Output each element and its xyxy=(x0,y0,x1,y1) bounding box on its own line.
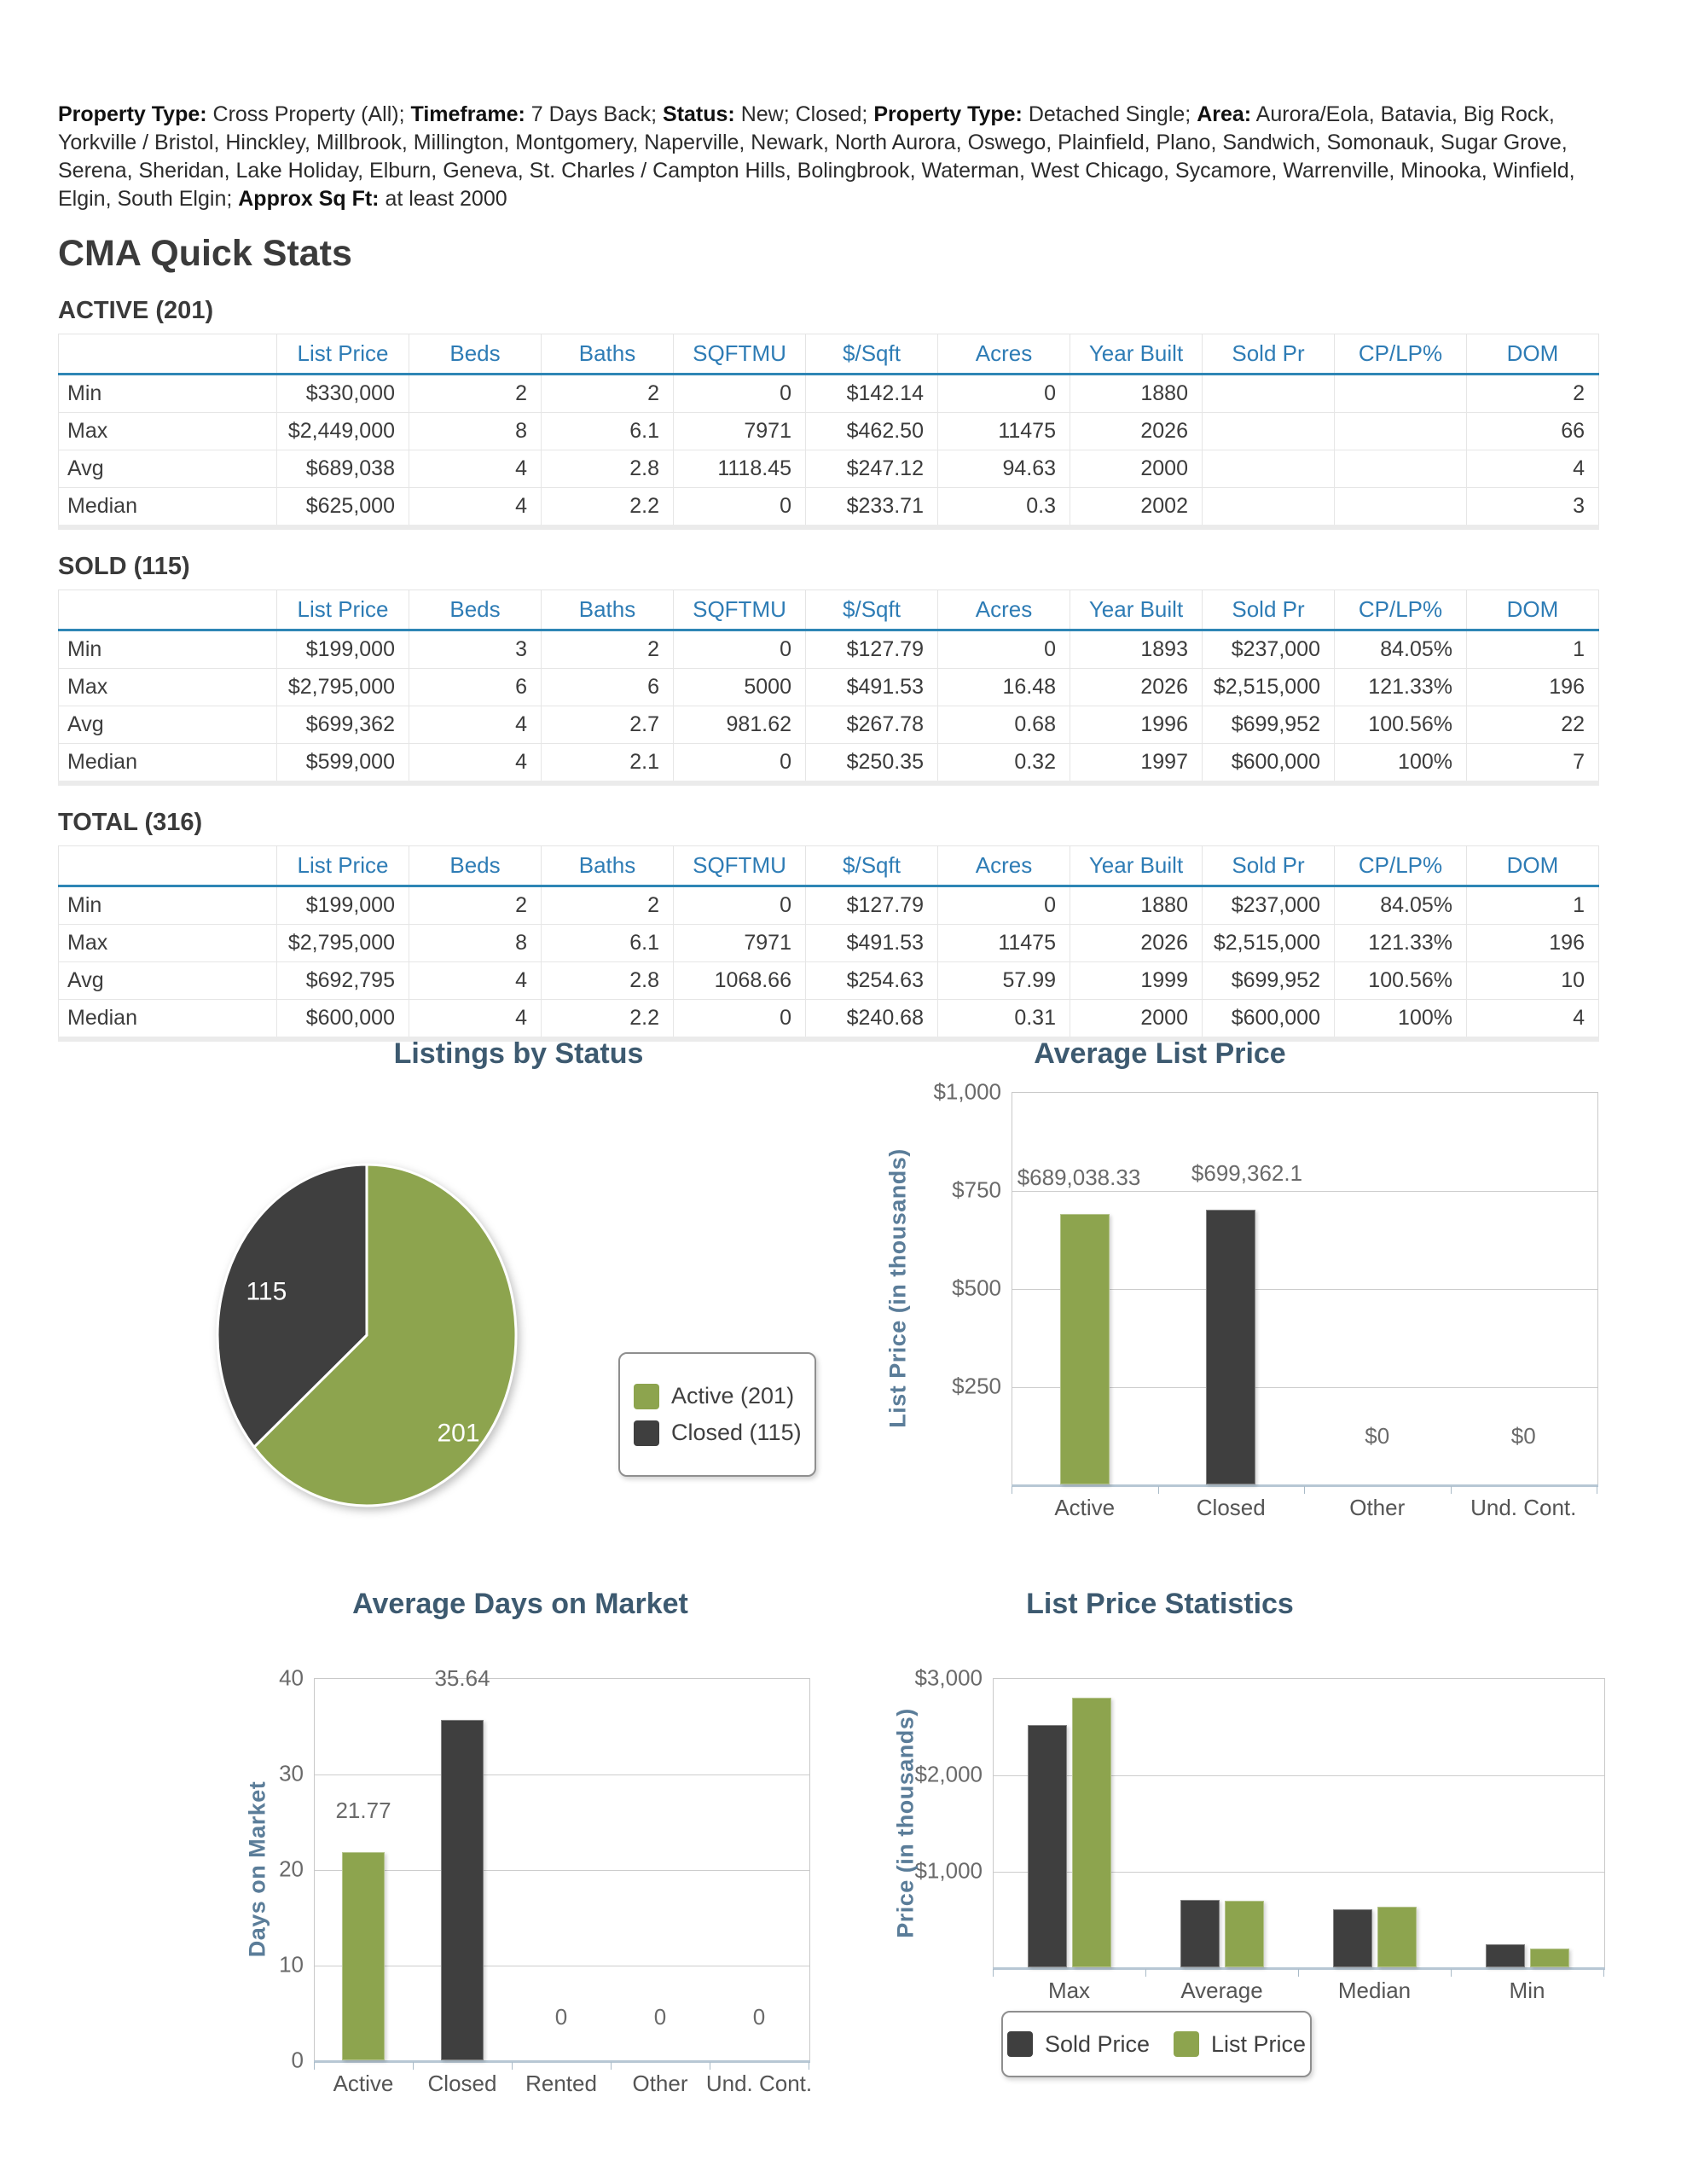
table-header-cell: Baths xyxy=(542,334,674,375)
y-tick-label: 20 xyxy=(279,1856,304,1882)
pie xyxy=(111,1024,853,1574)
table-cell xyxy=(1335,413,1467,450)
table-cell: $199,000 xyxy=(277,886,409,925)
bar xyxy=(1225,1901,1264,1967)
table-cell: 2 xyxy=(1467,375,1599,413)
x-axis-line xyxy=(314,2060,810,2063)
x-axis-tick xyxy=(1451,1486,1452,1494)
section-heading: TOTAL (316) xyxy=(58,809,203,836)
y-tick-label: 0 xyxy=(291,2047,304,2073)
grid-line xyxy=(1012,1191,1597,1192)
x-axis-tick xyxy=(1145,1969,1146,1977)
x-category-label: Other xyxy=(1349,1495,1406,1520)
table-cell: 2026 xyxy=(1070,925,1203,962)
table-cell: $247.12 xyxy=(806,450,938,488)
row-label-cell: Median xyxy=(59,744,277,784)
table-cell: 4 xyxy=(409,450,542,488)
table-header-cell: Acres xyxy=(938,334,1070,375)
table-cell: 6.1 xyxy=(542,413,674,450)
table-cell: 2000 xyxy=(1070,1000,1203,1040)
bar xyxy=(1530,1949,1569,1967)
table-cell: $2,795,000 xyxy=(277,925,409,962)
table-cell xyxy=(1203,450,1335,488)
table-row xyxy=(59,413,1599,450)
table-cell: 66 xyxy=(1467,413,1599,450)
criteria-key-0: Property Type: xyxy=(58,102,207,126)
table-cell: 7971 xyxy=(674,925,806,962)
table-cell: $2,515,000 xyxy=(1203,925,1335,962)
table-cell: 1997 xyxy=(1070,744,1203,784)
table-cell: 3 xyxy=(409,630,542,669)
table-cell: 2000 xyxy=(1070,450,1203,488)
legend-item xyxy=(634,1420,802,1446)
table-row xyxy=(59,669,1599,706)
x-category-label: Active xyxy=(1054,1495,1116,1520)
corner-cell xyxy=(59,334,277,375)
table-cell: 196 xyxy=(1467,925,1599,962)
table-header-cell: Baths xyxy=(542,590,674,630)
table-header-cell: Acres xyxy=(938,846,1070,886)
table-cell: 1880 xyxy=(1070,375,1203,413)
table-cell: 57.99 xyxy=(938,962,1070,1000)
table-cell: 4 xyxy=(409,744,542,784)
table-header-cell: SQFTMU xyxy=(674,334,806,375)
table-cell: $689,038 xyxy=(277,450,409,488)
table-cell: 7971 xyxy=(674,413,806,450)
table-header-cell: Year Built xyxy=(1070,846,1203,886)
table-header-cell: Beds xyxy=(409,334,542,375)
table-header-cell: List Price xyxy=(277,334,409,375)
bar-value-label: $699,362.1 xyxy=(1191,1160,1303,1187)
y-tick-label: $500 xyxy=(952,1275,1001,1301)
table-header-cell: $/Sqft xyxy=(806,334,938,375)
x-category-label: Max xyxy=(1047,1978,1091,2003)
table-cell: 0.32 xyxy=(938,744,1070,784)
table-cell: 7 xyxy=(1467,744,1599,784)
table-cell: 2026 xyxy=(1070,413,1203,450)
table-cell: 10 xyxy=(1467,962,1599,1000)
table-cell: 1 xyxy=(1467,630,1599,669)
table-cell: 121.33% xyxy=(1335,669,1467,706)
x-category-label: Other xyxy=(632,2071,688,2096)
table-cell: 2 xyxy=(542,886,674,925)
x-axis-tick xyxy=(1298,1969,1299,1977)
x-axis-line xyxy=(1012,1484,1598,1487)
report-body xyxy=(58,101,1599,1042)
table-header-cell: CP/LP% xyxy=(1335,334,1467,375)
table-cell: $600,000 xyxy=(277,1000,409,1040)
table-header-cell: Acres xyxy=(938,590,1070,630)
table-cell: $233.71 xyxy=(806,488,938,528)
y-axis-label: Price (in thousands) xyxy=(892,1707,919,1938)
table-cell: 0 xyxy=(938,886,1070,925)
y-tick-label: $250 xyxy=(952,1373,1001,1399)
table-cell: 22 xyxy=(1467,706,1599,744)
bar-value-label: $0 xyxy=(1510,1423,1536,1449)
x-category-label: Median xyxy=(1337,1978,1412,2003)
table-row xyxy=(59,706,1599,744)
table-cell: 2.8 xyxy=(542,962,674,1000)
table-cell xyxy=(1203,375,1335,413)
table-cell xyxy=(1335,375,1467,413)
table-header-cell: List Price xyxy=(277,590,409,630)
bar-value-label: 0 xyxy=(653,2004,667,2030)
table-cell: 0.31 xyxy=(938,1000,1070,1040)
table-cell: 8 xyxy=(409,925,542,962)
table-header-cell: DOM xyxy=(1467,590,1599,630)
table-header-cell: Sold Pr xyxy=(1203,846,1335,886)
table-head xyxy=(59,334,1599,375)
table-cell: 1 xyxy=(1467,886,1599,925)
table-cell: 100% xyxy=(1335,1000,1467,1040)
bar xyxy=(342,1852,385,2060)
table-cell: $692,795 xyxy=(277,962,409,1000)
table-cell: $599,000 xyxy=(277,744,409,784)
table-cell: $2,449,000 xyxy=(277,413,409,450)
x-axis-tick xyxy=(512,2062,513,2070)
y-tick-label: $2,000 xyxy=(914,1761,983,1787)
table-cell: $142.14 xyxy=(806,375,938,413)
bar xyxy=(1206,1210,1255,1484)
table-cell: 1996 xyxy=(1070,706,1203,744)
table-cell: $600,000 xyxy=(1203,1000,1335,1040)
table-cell: 2.2 xyxy=(542,488,674,528)
table-cell: 4 xyxy=(409,962,542,1000)
x-axis-tick xyxy=(1158,1486,1159,1494)
table-cell: 6 xyxy=(409,669,542,706)
table-row xyxy=(59,375,1599,413)
table-body xyxy=(59,375,1599,528)
table-header-cell: $/Sqft xyxy=(806,590,938,630)
legend-swatch xyxy=(634,1384,659,1409)
table-cell: $625,000 xyxy=(277,488,409,528)
table-cell xyxy=(1203,413,1335,450)
pie-value-label: 115 xyxy=(246,1277,287,1306)
table-cell: 0 xyxy=(938,375,1070,413)
table-header-cell: CP/LP% xyxy=(1335,846,1467,886)
chart-title: Average Days on Market xyxy=(352,1588,688,1620)
table-header-cell: SQFTMU xyxy=(674,590,806,630)
row-label-cell: Median xyxy=(59,1000,277,1040)
table-cell: 3 xyxy=(1467,488,1599,528)
y-tick-label: 30 xyxy=(279,1760,304,1786)
table-cell: 11475 xyxy=(938,925,1070,962)
table-cell: $699,362 xyxy=(277,706,409,744)
table-cell: 2.7 xyxy=(542,706,674,744)
table-cell: 4 xyxy=(1467,450,1599,488)
bar xyxy=(1072,1698,1111,1967)
y-axis-label: List Price (in thousands) xyxy=(884,1148,911,1428)
table-cell: 1880 xyxy=(1070,886,1203,925)
table-row xyxy=(59,962,1599,1000)
legend xyxy=(1001,2011,1312,2077)
table-cell: 121.33% xyxy=(1335,925,1467,962)
table-cell: $267.78 xyxy=(806,706,938,744)
table-cell: $254.63 xyxy=(806,962,938,1000)
table-cell: $2,515,000 xyxy=(1203,669,1335,706)
bar xyxy=(1028,1725,1067,1967)
table-cell: 11475 xyxy=(938,413,1070,450)
table-cell xyxy=(1203,488,1335,528)
table-cell: 0 xyxy=(674,630,806,669)
y-tick-label: 40 xyxy=(279,1664,304,1691)
table-cell: 16.48 xyxy=(938,669,1070,706)
bar xyxy=(1180,1900,1220,1967)
grid-line xyxy=(315,1870,809,1871)
x-category-label: Active xyxy=(333,2071,394,2096)
table-body xyxy=(59,886,1599,1040)
chart-title: Average List Price xyxy=(1034,1037,1286,1070)
y-tick-label: $1,000 xyxy=(914,1857,983,1884)
bar-value-label: 0 xyxy=(554,2004,568,2030)
grid-line xyxy=(315,1774,809,1775)
table-cell: $250.35 xyxy=(806,744,938,784)
table-cell: 6 xyxy=(542,669,674,706)
x-axis-tick xyxy=(1304,1486,1305,1494)
table-cell: 4 xyxy=(409,706,542,744)
table-cell: 0 xyxy=(674,886,806,925)
chart-average-list-price xyxy=(870,1024,1680,1574)
table-header-row xyxy=(59,846,1599,886)
x-category-label: Closed xyxy=(1196,1495,1266,1520)
chart-list-price-statistics xyxy=(853,1574,1663,2171)
table-cell: $699,952 xyxy=(1203,962,1335,1000)
table-head xyxy=(59,846,1599,886)
table-cell: 5000 xyxy=(674,669,806,706)
bar-value-label: 35.64 xyxy=(434,1664,490,1691)
table-row xyxy=(59,630,1599,669)
y-tick-label: $3,000 xyxy=(914,1664,983,1691)
row-label-cell: Median xyxy=(59,488,277,528)
row-label-cell: Max xyxy=(59,413,277,450)
y-tick-label: $750 xyxy=(952,1176,1001,1203)
table-cell: $240.68 xyxy=(806,1000,938,1040)
table-cell: $199,000 xyxy=(277,630,409,669)
row-label-cell: Min xyxy=(59,886,277,925)
stats-table xyxy=(58,845,1599,1042)
criteria-key-2: Status: xyxy=(663,102,735,126)
table-cell: 0.68 xyxy=(938,706,1070,744)
chart-title: Listings by Status xyxy=(393,1037,644,1070)
section-heading: ACTIVE (201) xyxy=(58,297,214,324)
table-cell: 100.56% xyxy=(1335,962,1467,1000)
row-label-cell: Max xyxy=(59,669,277,706)
table-cell: 1068.66 xyxy=(674,962,806,1000)
table-cell: 2 xyxy=(409,375,542,413)
bar xyxy=(441,1720,484,2060)
table-cell: 196 xyxy=(1467,669,1599,706)
y-tick-label: $1,000 xyxy=(933,1078,1001,1105)
table-cell: 0 xyxy=(674,744,806,784)
x-category-label: Closed xyxy=(427,2071,497,2096)
stats-table xyxy=(58,334,1599,530)
table-body xyxy=(59,630,1599,784)
chart-average-days-on-market xyxy=(128,1574,870,2171)
legend-item xyxy=(1007,2031,1150,2058)
table-header-cell: DOM xyxy=(1467,846,1599,886)
legend xyxy=(618,1352,816,1477)
row-label-cell: Avg xyxy=(59,450,277,488)
table-cell: $127.79 xyxy=(806,886,938,925)
criteria-key-3: Property Type: xyxy=(873,102,1023,126)
table-header-cell: Sold Pr xyxy=(1203,334,1335,375)
table-cell xyxy=(1335,450,1467,488)
table-cell: 0 xyxy=(938,630,1070,669)
page-title: CMA Quick Stats xyxy=(58,233,352,274)
table-header-cell: List Price xyxy=(277,846,409,886)
legend-swatch xyxy=(1174,2031,1199,2057)
table-cell: 4 xyxy=(409,1000,542,1040)
table-cell: 2.2 xyxy=(542,1000,674,1040)
legend-label: Sold Price xyxy=(1044,2030,1151,2057)
table-cell: 8 xyxy=(409,413,542,450)
stats-tables xyxy=(58,296,1599,1042)
table-cell: 6.1 xyxy=(542,925,674,962)
table-cell: 100% xyxy=(1335,744,1467,784)
table-header-cell: DOM xyxy=(1467,334,1599,375)
table-cell: $237,000 xyxy=(1203,886,1335,925)
table-header-cell: CP/LP% xyxy=(1335,590,1467,630)
chart-listings-by-status xyxy=(111,1024,853,1574)
criteria-key-1: Timeframe: xyxy=(410,102,525,126)
table-head xyxy=(59,590,1599,630)
table-cell: 4 xyxy=(409,488,542,528)
legend-label: List Price xyxy=(1211,2030,1307,2057)
table-cell: 94.63 xyxy=(938,450,1070,488)
bar-value-label: 21.77 xyxy=(335,1798,391,1824)
row-label-cell: Max xyxy=(59,925,277,962)
x-axis-tick xyxy=(1451,1969,1452,1977)
x-axis-tick xyxy=(413,2062,414,2070)
x-axis-tick xyxy=(1603,1969,1604,1977)
table-cell: $2,795,000 xyxy=(277,669,409,706)
table-header-cell: Baths xyxy=(542,846,674,886)
bar-value-label: $0 xyxy=(1365,1423,1390,1449)
report-criteria: Property Type: Cross Property (All); Timeframe: 7 Days Back; Status: New; Closed; Property Type: Detached Single; Area: Aurora/Eola, Batavia, Big Rock, Yorkville / Bristol, Hinckley, Millbrook, Millington, Montgomery, Naperville, Newark, North Aurora, Oswego, Plainfield, Plano, Sandwich, Somonauk, Sugar Grove, Serena, Sheridan, Lake Holiday, Elburn, Geneva, St. Charles / Campton Hills, Bolingbrook, Waterman, West Chicago, Sycamore, Warrenville, Minooka, Winfield, Elgin, South Elgin; Approx Sq Ft: at least 2000 xyxy=(58,102,1575,211)
table-cell: 2.8 xyxy=(542,450,674,488)
table-cell: $491.53 xyxy=(806,669,938,706)
corner-cell xyxy=(59,846,277,886)
table-cell: 2 xyxy=(409,886,542,925)
legend-item xyxy=(634,1383,794,1409)
stats-table xyxy=(58,590,1599,786)
x-category-label: Average xyxy=(1180,1978,1263,2003)
row-label-cell: Avg xyxy=(59,962,277,1000)
bar xyxy=(1060,1214,1110,1484)
corner-cell xyxy=(59,590,277,630)
x-category-label: Min xyxy=(1509,1978,1545,2003)
table-cell: 0 xyxy=(674,1000,806,1040)
row-label-cell: Avg xyxy=(59,706,277,744)
legend-swatch xyxy=(634,1420,659,1446)
table-cell: $462.50 xyxy=(806,413,938,450)
table-cell: 4 xyxy=(1467,1000,1599,1040)
x-axis-line xyxy=(993,1967,1605,1970)
table-cell: 1118.45 xyxy=(674,450,806,488)
x-axis-tick xyxy=(993,1969,994,1977)
table-cell: 84.05% xyxy=(1335,630,1467,669)
table-cell: 1893 xyxy=(1070,630,1203,669)
table-header-cell: Beds xyxy=(409,846,542,886)
table-header-cell: Year Built xyxy=(1070,334,1203,375)
table-cell: 0 xyxy=(674,375,806,413)
x-category-label: Und. Cont. xyxy=(705,2071,813,2096)
bar xyxy=(1377,1907,1417,1967)
table-row xyxy=(59,744,1599,784)
table-cell: $237,000 xyxy=(1203,630,1335,669)
y-tick-label: 10 xyxy=(279,1951,304,1978)
table-cell: 1999 xyxy=(1070,962,1203,1000)
x-axis-tick xyxy=(314,2062,315,2070)
legend-item xyxy=(1174,2031,1306,2058)
legend-swatch xyxy=(1007,2031,1033,2057)
table-row xyxy=(59,450,1599,488)
table-header-cell: Sold Pr xyxy=(1203,590,1335,630)
table-cell: $127.79 xyxy=(806,630,938,669)
table-row xyxy=(59,488,1599,528)
bar-value-label: 0 xyxy=(752,2004,766,2030)
bar xyxy=(1333,1909,1372,1967)
table-cell: $699,952 xyxy=(1203,706,1335,744)
table-cell: $600,000 xyxy=(1203,744,1335,784)
y-axis-label: Days on Market xyxy=(244,1780,270,1958)
table-cell: 2002 xyxy=(1070,488,1203,528)
chart-title: List Price Statistics xyxy=(1026,1588,1294,1620)
pie-value-label: 201 xyxy=(437,1419,480,1448)
section-heading: SOLD (115) xyxy=(58,553,190,580)
x-category-label: Rented xyxy=(525,2071,597,2096)
x-axis-tick xyxy=(611,2062,612,2070)
row-label-cell: Min xyxy=(59,375,277,413)
table-cell: 2026 xyxy=(1070,669,1203,706)
legend-label: Active (201) xyxy=(671,1383,795,1409)
bar xyxy=(1486,1944,1525,1967)
row-label-cell: Min xyxy=(59,630,277,669)
table-cell: 100.56% xyxy=(1335,706,1467,744)
table-header-row xyxy=(59,590,1599,630)
table-header-cell: Year Built xyxy=(1070,590,1203,630)
table-cell: 84.05% xyxy=(1335,886,1467,925)
legend-label: Closed (115) xyxy=(671,1420,802,1445)
table-cell: $330,000 xyxy=(277,375,409,413)
table-cell: 2 xyxy=(542,630,674,669)
table-cell: 2 xyxy=(542,375,674,413)
table-cell: 981.62 xyxy=(674,706,806,744)
x-category-label: Und. Cont. xyxy=(1470,1495,1577,1520)
table-row xyxy=(59,886,1599,925)
table-cell: 2.1 xyxy=(542,744,674,784)
table-header-row xyxy=(59,334,1599,375)
table-header-cell: Beds xyxy=(409,590,542,630)
table-cell: 0.3 xyxy=(938,488,1070,528)
bar-value-label: $689,038.33 xyxy=(1017,1165,1141,1191)
table-cell: 0 xyxy=(674,488,806,528)
criteria-key-5: Approx Sq Ft: xyxy=(238,187,380,211)
criteria-key-4: Area: xyxy=(1197,102,1252,126)
table-cell xyxy=(1335,488,1467,528)
table-cell: $491.53 xyxy=(806,925,938,962)
table-header-cell: SQFTMU xyxy=(674,846,806,886)
table-row xyxy=(59,925,1599,962)
table-header-cell: $/Sqft xyxy=(806,846,938,886)
